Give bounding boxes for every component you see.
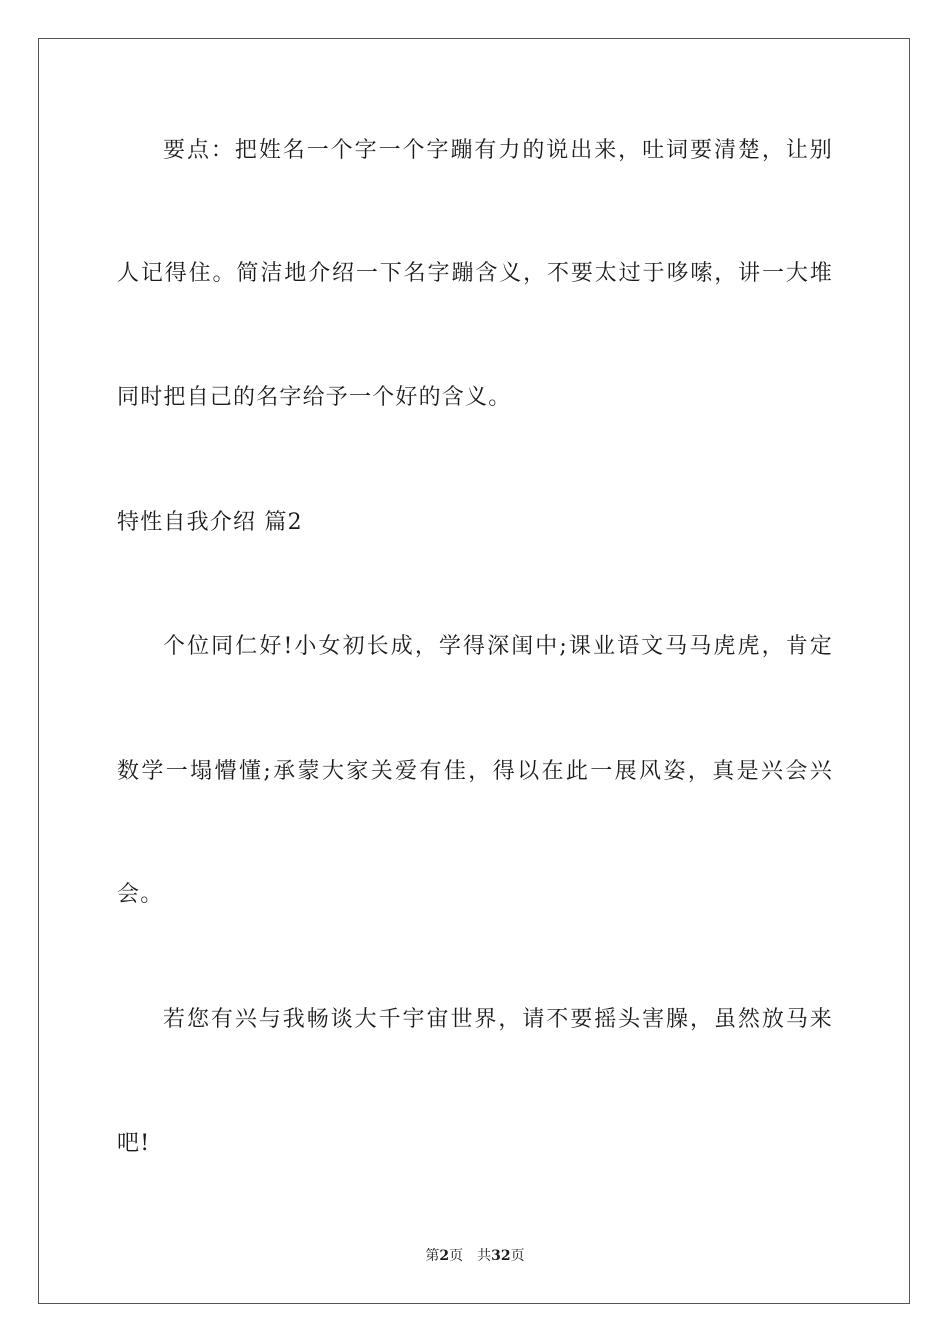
paragraph-2-line-1: 个位同仁好!小女初长成，学得深闺中;课业语文马马虎虎，肯定 [163, 634, 833, 659]
paragraph-1-line-3: 同时把自己的名字给予一个好的含义。 [117, 385, 512, 410]
page-border [38, 38, 910, 1304]
paragraph-1-line-1: 要点：把姓名一个字一个字蹦有力的说出来，吐词要清楚，让别 [163, 138, 833, 163]
paragraph-2-line-2: 数学一塌懵懂;承蒙大家关爱有佳，得以在此一展风姿，真是兴会兴 [117, 759, 833, 784]
paragraph-3-line-1: 若您有兴与我畅谈大千宇宙世界，请不要摇头害臊，虽然放马来 [163, 1007, 833, 1032]
footer-page-suffix: 页 [510, 1248, 525, 1264]
paragraph-3-line-2: 吧! [117, 1131, 151, 1156]
footer-total-pages: 32 [491, 1248, 511, 1264]
footer-page-mid: 页 共 [449, 1248, 492, 1264]
page-footer [0, 1247, 950, 1265]
footer-page-prefix: 第 [425, 1248, 440, 1264]
section-heading: 特性自我介绍 篇2 [117, 510, 303, 535]
paragraph-2-line-3: 会。 [117, 882, 164, 907]
paragraph-1-line-2: 人记得住。简洁地介绍一下名字蹦含义，不要太过于哆嗦，讲一大堆 [117, 261, 833, 286]
footer-current-page: 2 [439, 1248, 450, 1264]
